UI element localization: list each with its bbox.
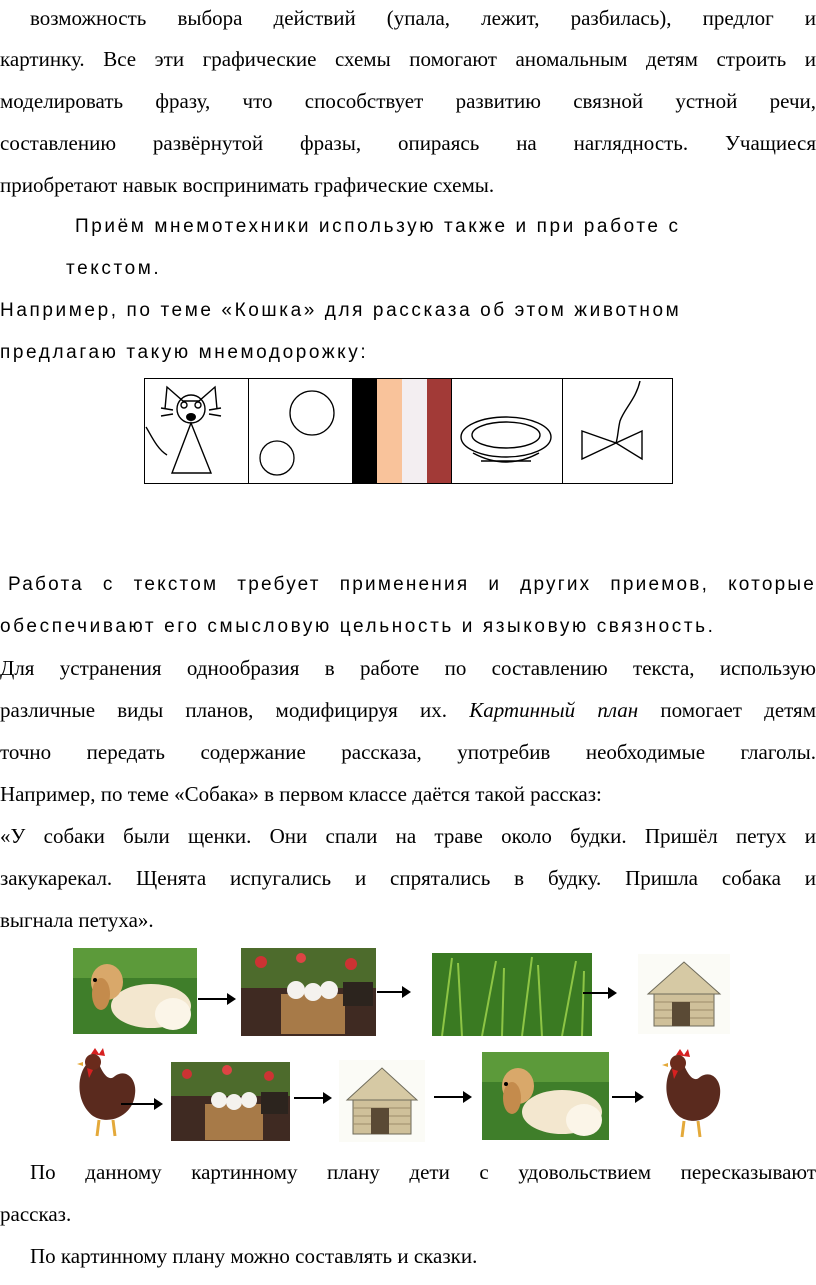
color-stripe-brown <box>427 379 452 483</box>
arrow-icon <box>612 1096 642 1098</box>
text-line: По данному картинному плану дети с удовольствием пересказывают <box>30 1160 816 1184</box>
color-stripe-white <box>402 379 428 483</box>
circles-cell <box>248 379 353 483</box>
text-line: моделировать фразу, что способствует развитию связной устной речи, <box>0 89 816 113</box>
text-line: приобретают навык воспринимать графические схемы. <box>0 173 495 197</box>
color-stripe-peach <box>377 379 403 483</box>
rooster-image <box>656 1047 730 1140</box>
text-line: точно передать содержание рассказа, употребив необходимые глаголы. <box>0 740 816 764</box>
arrow-icon <box>583 992 615 994</box>
doghouse-image <box>638 954 730 1034</box>
text-line: обеспечивают его смысловую цельность и языковую связность. <box>0 616 716 637</box>
text-line: возможность выбора действий (упала, лежит, разбилась), предлог и <box>30 6 816 30</box>
color-stripe-black <box>352 379 378 483</box>
italic-term: Картинный план <box>469 698 639 722</box>
text-line: рассказ. <box>0 1202 72 1226</box>
cat-sketch-icon <box>145 379 248 483</box>
puppies-image <box>241 948 376 1036</box>
arrow-icon <box>121 1103 161 1105</box>
grass-image <box>432 953 592 1036</box>
text-line: закукарекал. Щенята испугались и спрятались в будку. Пришла собака и <box>0 866 816 890</box>
cat-sketch-cell <box>145 379 249 483</box>
bowl-cell <box>451 379 563 483</box>
arrow-icon <box>294 1097 330 1099</box>
text-line <box>0 698 816 722</box>
text-segment: помогает детям <box>638 698 816 722</box>
puppies-image <box>171 1062 290 1141</box>
dog-image <box>482 1052 609 1140</box>
text-line: Например, по теме «Кошка» для рассказа об этом животном <box>0 300 682 321</box>
text-line: предлагаю такую мнемодорожку: <box>0 342 369 363</box>
text-line: текстом. <box>66 258 162 279</box>
text-line: выгнала петуха». <box>0 908 154 932</box>
bowl-icon <box>451 379 562 483</box>
rooster-image <box>69 1046 145 1139</box>
arrow-icon <box>377 991 409 993</box>
arrow-icon <box>434 1096 470 1098</box>
tail-bow-icon <box>562 379 672 483</box>
text-segment: различные виды планов, модифицируя их. <box>0 698 470 722</box>
text-line: «У собаки были щенки. Они спали на траве около будки. Пришёл петух и <box>0 824 816 848</box>
circles-icon <box>248 379 352 483</box>
text-line: составлению развёрнутой фразы, опираясь на наглядность. Учащиеся <box>0 131 816 155</box>
text-line: Приём мнемотехники использую также и при работе с <box>75 216 681 237</box>
arrow-icon <box>198 998 234 1000</box>
doghouse-image <box>339 1060 425 1142</box>
text-line: Работа с текстом требует применения и других приемов, которые <box>8 574 816 595</box>
text-line: картинку. Все эти графические схемы помогают аномальным детям строить и <box>0 47 816 71</box>
text-line: Для устранения однообразия в работе по составлению текста, использую <box>0 656 816 680</box>
mnemonic-path <box>144 378 673 484</box>
text-line: Например, по теме «Собака» в первом классе даётся такой рассказ: <box>0 782 602 806</box>
bow-cell <box>562 379 672 483</box>
dog-image <box>73 948 197 1034</box>
text-line: По картинному плану можно составлять и сказки. <box>30 1244 478 1268</box>
